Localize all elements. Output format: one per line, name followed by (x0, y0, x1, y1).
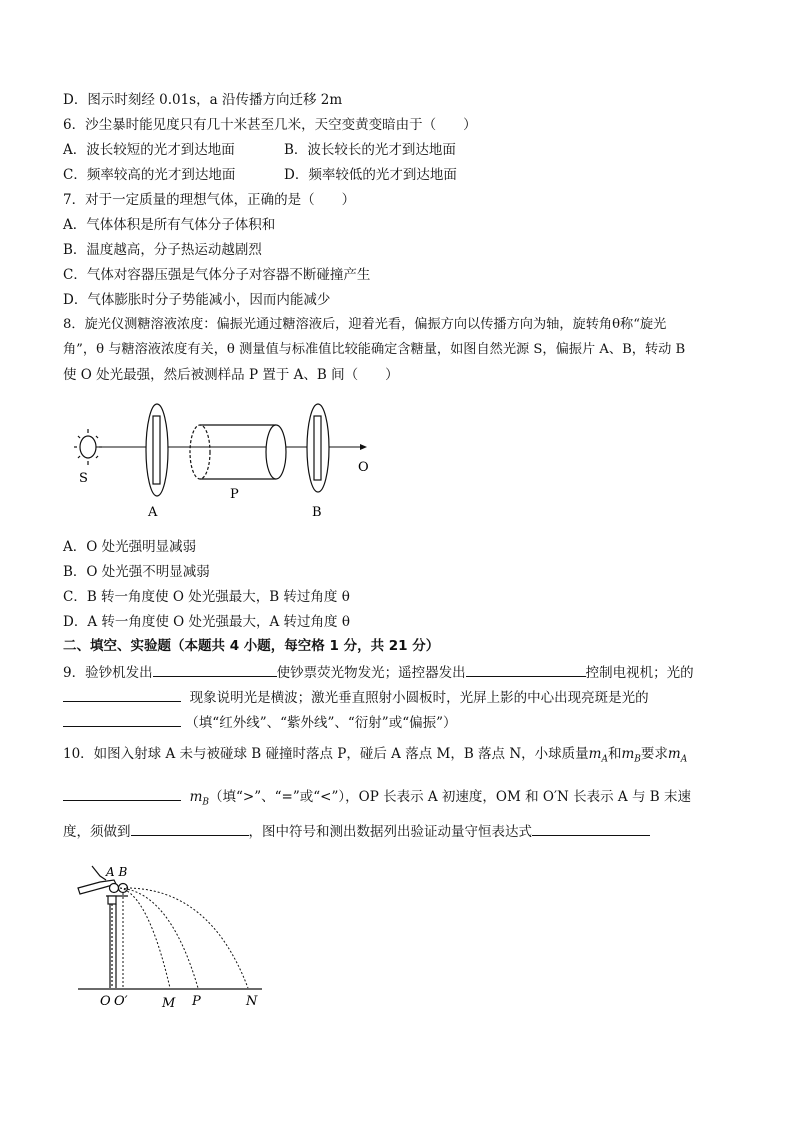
mass-subscript-a: A (680, 754, 688, 765)
polarizer-a (146, 404, 168, 496)
collision-figure (70, 858, 270, 1013)
q10-blank-2[interactable] (131, 821, 249, 836)
trajectory-p (120, 888, 198, 988)
polarimeter-figure (62, 398, 382, 524)
q10-require: 要求 (640, 746, 668, 762)
q6-option-d: D．频率较低的光才到达地面 (284, 167, 457, 183)
sample-tube (190, 425, 286, 479)
q10-text-2: （填“>”、“=”或“<”），OP 长表示 A 初速度，OM 和 O′N 长表示 A 与 B 末速 (209, 789, 691, 805)
point-o: O (100, 994, 111, 1009)
source-label: S (79, 471, 88, 486)
q7-stem: 7．对于一定质量的理想气体，正确的是（ ） (63, 192, 356, 208)
q8-option-b: B．O 处光强不明显减弱 (63, 564, 210, 580)
q7-option-d: D．气体膨胀时分子势能减小，因而内能减少 (63, 292, 331, 308)
mass-symbol: m (667, 746, 681, 762)
point-p: P (192, 994, 201, 1009)
q9-line3 (63, 712, 457, 732)
q9-text-3: 控制电视机；光的 (585, 665, 694, 681)
q9-blank-1[interactable] (153, 662, 277, 677)
ball-a (110, 884, 119, 893)
q10-line1 (63, 745, 687, 769)
mass-subscript-a: A (601, 754, 608, 765)
q9-line1 (63, 662, 694, 682)
q10-line2 (63, 786, 691, 812)
q6-stem: 6．沙尘暴时能见度只有几十米甚至几米，天空变黄变暗由于（ ） (63, 117, 477, 133)
polarizer-b (307, 404, 329, 492)
arrow-icon (360, 444, 367, 450)
q6-option-c: C．频率较高的光才到达地面 (63, 167, 236, 183)
q8-stem-line3: 使 O 处光最强，然后被测样品 P 置于 A、B 间（ ） (63, 367, 399, 383)
q9-text-4: 现象说明光是横波；激光垂直照射小圆板时，光屏上影的中心出现亮斑是光的 (189, 690, 649, 706)
q10-text-3: 度，须做到 (63, 824, 131, 840)
section-2-title: 二、填空、实验题（本题共 4 小题，每空格 1 分，共 21 分） (63, 638, 440, 654)
q9-blank-2[interactable] (466, 662, 586, 677)
mass-subscript-b: B (202, 797, 210, 808)
q10-line3 (63, 821, 650, 841)
mass-symbol: m (621, 746, 635, 762)
trajectories (120, 888, 248, 988)
q10-text-4: ，图中符号和测出数据列出验证动量守恒表达式 (248, 824, 532, 840)
q9-text-1: 9．验钞机发出 (63, 665, 153, 681)
q6-option-a: A．波长较短的光才到达地面 (63, 142, 235, 158)
mass-symbol: m (189, 789, 203, 805)
q9-blank-3[interactable] (63, 687, 181, 702)
q9-text-5: （填“红外线”、“紫外线”、“衍射”或“偏振”） (185, 715, 457, 731)
mass-symbol: m (588, 746, 602, 762)
q7-option-c: C．气体对容器压强是气体分子对容器不断碰撞产生 (63, 267, 371, 283)
q8-option-a: A．O 处光强明显减弱 (63, 539, 197, 555)
point-o-prime: O′ (114, 994, 128, 1009)
q10-and: 和 (607, 746, 622, 762)
q6-option-b: B．波长较长的光才到达地面 (284, 142, 456, 158)
q9-line2 (63, 687, 649, 707)
q10-text-1: 10．如图入射球 A 未与被碰球 B 碰撞时落点 P，碰后 A 落点 M，B 落点 N，小球质量 (63, 746, 589, 762)
trajectory-m (120, 888, 170, 988)
point-n: N (246, 994, 258, 1009)
q5-option-d: D．图示时刻经 0.01s，a 沿传播方向迁移 2m (63, 92, 343, 108)
q8-option-d: D．A 转一角度使 O 处光强最大，A 转过角度 θ (63, 614, 350, 630)
balls-label: A B (106, 865, 128, 879)
trajectory-n (126, 888, 248, 988)
mass-subscript-b: B (634, 754, 641, 765)
q8-stem-line2: 角”，θ 与糖溶液浓度有关，θ 测量值与标准值比较能确定含糖量，如图自然光源 S，偏振片 A、B，转动 B (63, 342, 686, 357)
q10-blank-3[interactable] (532, 821, 650, 836)
polarizer-b-label: B (312, 505, 322, 520)
q7-option-a: A．气体体积是所有气体分子体积和 (63, 217, 276, 233)
q10-blank-1[interactable] (63, 786, 181, 801)
q8-option-c: C．B 转一角度使 O 处光强最大，B 转过角度 θ (63, 589, 350, 605)
point-o-label: O (358, 460, 369, 475)
sample-label: P (230, 487, 239, 502)
point-m: M (162, 996, 176, 1011)
q8-stem-line1: 8．旋光仪测糖溶液浓度：偏振光通过糖溶液后，迎着光看，偏振方向以传播方向为轴，旋转角θ称“旋光 (63, 317, 667, 332)
q9-text-2: 使钞票荧光物发光；遥控器发出 (276, 665, 466, 681)
polarizer-a-label: A (148, 505, 158, 520)
q7-option-b: B．温度越高，分子热运动越剧烈 (63, 242, 262, 258)
q9-blank-4[interactable] (63, 712, 181, 727)
